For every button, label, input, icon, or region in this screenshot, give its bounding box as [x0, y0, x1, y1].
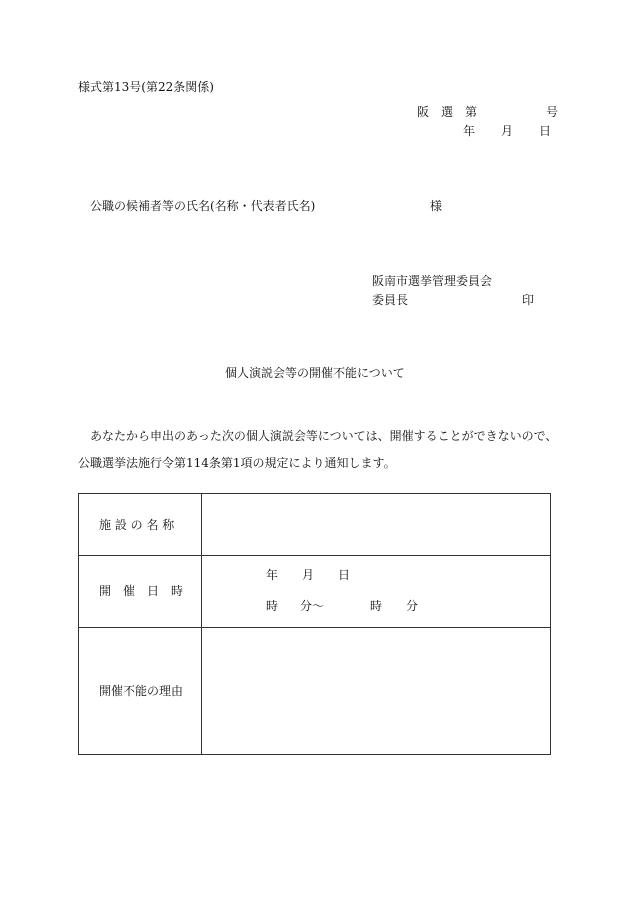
- document-number: [417, 106, 558, 118]
- datetime-label: 開 催 日 時: [99, 584, 184, 598]
- time-unit-hour: 時: [266, 599, 279, 613]
- table-row-facility: [79, 494, 550, 556]
- date-line: [266, 569, 350, 581]
- seal-mark: 印: [522, 293, 535, 307]
- date-unit-day: 日: [539, 124, 552, 138]
- document-title: 個人演説会等の開催不能について: [225, 366, 405, 380]
- issuer-title: 委員長: [372, 293, 409, 307]
- date-unit-year: 年: [463, 124, 476, 138]
- facility-value-cell: [202, 494, 550, 555]
- date-unit-month: 月: [501, 124, 514, 138]
- reason-value-cell: [202, 627, 550, 754]
- date-unit-month: 月: [302, 568, 315, 582]
- time-unit-minute: 分: [406, 599, 419, 613]
- time-unit-minute-from: 分〜: [300, 599, 325, 613]
- reason-label-cell: [79, 627, 202, 754]
- datetime-value-cell: [202, 555, 550, 627]
- doc-number-char: 第: [465, 105, 478, 119]
- body-text-line: 公職選挙法施行令第114条第1項の規定により通知します。: [78, 456, 396, 470]
- facility-label-cell: [79, 494, 202, 555]
- document-date: [463, 125, 551, 137]
- doc-number-char: 選: [441, 105, 454, 119]
- table-row-datetime: [79, 555, 550, 628]
- notice-table: [78, 493, 551, 755]
- reason-label: 開催不能の理由: [99, 683, 184, 698]
- time-unit-hour: 時: [370, 599, 383, 613]
- doc-number-char: 号: [546, 105, 559, 119]
- body-text-line: あなたから申出のあった次の個人演説会等については、開催することができないので、: [90, 429, 558, 443]
- time-line: [266, 600, 418, 612]
- issuer-organization: 阪南市選挙管理委員会: [372, 274, 493, 288]
- facility-label: 施 設 の 名 称: [99, 517, 175, 532]
- datetime-label-cell: [79, 555, 202, 627]
- addressee-honorific: 様: [430, 199, 443, 213]
- date-unit-day: 日: [338, 568, 351, 582]
- doc-number-char: 阪: [417, 105, 430, 119]
- table-row-reason: [79, 627, 550, 754]
- form-number: 様式第13号(第22条関係): [78, 80, 214, 94]
- addressee-name-label: 公職の候補者等の氏名(名称・代表者氏名): [90, 199, 316, 213]
- date-unit-year: 年: [266, 568, 279, 582]
